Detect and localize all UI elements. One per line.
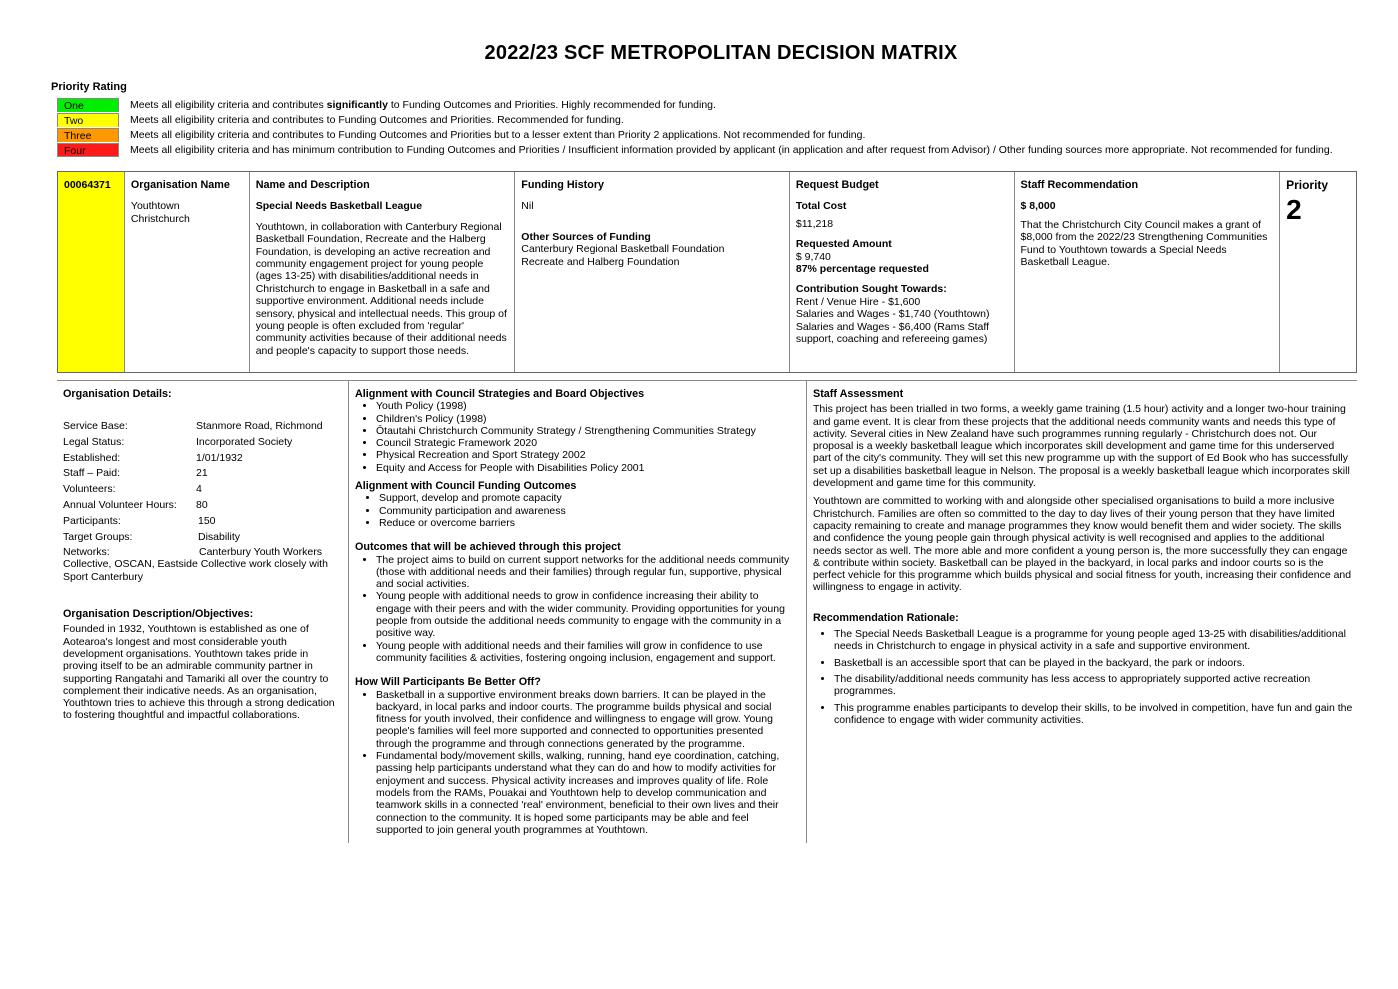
requested-amount-label: Requested Amount xyxy=(795,238,892,251)
outcome-item: • The project aims to build on current support networks for the additional needs community (those with additional needs and their families) through regular fun, supportive, physical and social activities. xyxy=(376,554,795,591)
priority-swatch: Three xyxy=(57,128,119,142)
priority-text: Meets all eligibility criteria and contributes to Funding Outcomes and Priorities. Recommended for funding. xyxy=(130,113,624,126)
other-source-1: Canterbury Regional Basketball Foundation xyxy=(521,243,725,256)
contribution-item: Salaries and Wages - $6,400 (Rams Staff support, coaching and refereeing games) xyxy=(795,320,990,346)
rationale-item: • The disability/additional needs community has less access to appropriately supported active recreation programmes. xyxy=(834,673,1353,698)
field-value: Stanmore Road, Richmond xyxy=(196,420,323,433)
organisation-name: Youthtown Christchurch xyxy=(130,200,190,225)
priority-rating-row xyxy=(57,127,1333,142)
decision-matrix-row xyxy=(57,171,1357,373)
alignment-section xyxy=(355,388,795,836)
strategy-item: • Ōtautahi Christchurch Community Strategy / Strengthening Communities Strategy xyxy=(376,425,795,437)
priority-value: 2 xyxy=(1286,194,1302,226)
field-label: Service Base: xyxy=(63,420,128,433)
outcomes-list xyxy=(355,554,795,665)
staff-assessment-section xyxy=(813,388,1353,730)
priority-swatch: Two xyxy=(57,113,119,127)
staff-assessment-heading: Staff Assessment xyxy=(813,388,904,400)
staff-recommended-amount: $ 8,000 xyxy=(1020,200,1056,213)
rationale-item: • Basketball is an accessible sport that can be played in the backyard, the park or indoors. xyxy=(834,657,1353,669)
field-label: Target Groups: xyxy=(63,530,133,543)
other-source-2: Recreate and Halberg Foundation xyxy=(521,255,680,268)
assessment-paragraph: This project has been trialled in two forms, a weekly game training (1.5 hour) activity and a longer two-hour training and game event. It is clear from these projects that the additional needs community wants and needs this type of activity. Several cities in New Zealand have such programmes running regularly - Christchurch does not. Our proposal is a weekly basketball league which incorporates skill development and game time for this underserved part of the city's community. They will set this new programme up with the support of Ed Book who has successfully set up a disabilities basketball league in Nelson. The proposal is a weekly basketball league which incorporates skill development and game time for this community. xyxy=(813,403,1350,490)
field-label: Networks: xyxy=(63,546,110,559)
funding-outcomes-list xyxy=(355,492,795,529)
total-cost-label: Total Cost xyxy=(795,200,847,213)
rationale-item: • The Special Needs Basketball League is a programme for young people aged 13-25 with disabilities/additional needs in Christchurch to engage in physical activity in a safe and supportive environment. xyxy=(834,628,1353,653)
assessment-paragraph: Youthtown are committed to working with and alongside other specialised organisations to build a more inclusive Christchurch. Families are often so committed to the day to day lives of their young person that they have limited capacity remaining to create and manage programmes they know would benefit them and wider society. The skills and confidence the young people gain through physical activity is well recognised and applies to the additional needs sector as well. The more able and more confident a young person is, the more successfully they can engage & contribute within society. Basketball can be played in the backyard, in local parks and indoor courts so is the perfect vehicle for this programme which builds physical and social fitness for youth, increasing their confidence and willingness to engage in activity. xyxy=(813,495,1352,594)
strategies-list xyxy=(355,400,795,474)
requested-amount-value: $ 9,740 xyxy=(795,250,831,263)
priority-text: Meets all eligibility criteria and contributes to Funding Outcomes and Priorities but to a lesser extent than Priority 2 applications. Not recommended for funding. xyxy=(130,128,866,141)
organisation-details-heading: Organisation Details: xyxy=(63,388,172,400)
field-value: 80 xyxy=(196,499,208,512)
funding-outcomes-heading: Alignment with Council Funding Outcomes xyxy=(355,480,577,493)
funding-outcome-item: • Reduce or overcome barriers xyxy=(379,517,795,529)
organisation-description-text: Founded in 1932, Youthtown is established as one of Aotearoa's longest and most considerable youth development organisations. Youthtown takes pride in proving itself to be an admirable community partner in supporting Rangatahi and Tamariki all over the country to complement their indicative needs. As an organisation, Youthtown tries to achieve this through a strong dedication to fostering thoughtful and impactful collaborations. xyxy=(63,623,335,722)
org-field-row xyxy=(63,450,341,466)
priority-description xyxy=(130,99,716,111)
better-off-list xyxy=(355,689,795,837)
request-budget-column xyxy=(790,172,1015,372)
priority-text-bold: significantly xyxy=(326,98,388,111)
priority-text: to Funding Outcomes and Priorities. Highly recommended for funding. xyxy=(387,98,716,111)
field-label: Legal Status: xyxy=(63,435,125,448)
contribution-label: Contribution Sought Towards: xyxy=(795,283,947,296)
project-name: Special Needs Basketball League xyxy=(255,200,423,213)
priority-swatch: One xyxy=(57,98,119,112)
field-value: 21 xyxy=(196,467,208,480)
org-field-row xyxy=(63,513,341,529)
field-value: Incorporated Society xyxy=(196,435,293,448)
priority-description xyxy=(130,114,624,126)
percentage-requested: 87% percentage requested xyxy=(795,263,929,276)
other-sources-header: Other Sources of Funding xyxy=(521,230,651,243)
rationale-list xyxy=(813,628,1353,726)
org-field-row xyxy=(63,481,341,497)
outcome-item: • Young people with additional needs to grow in confidence increasing their ability to engage with their peers and with the wider community. Providing opportunities for young people from outside the additional needs community to engage with the community in a positive way. xyxy=(376,590,795,639)
better-off-item: • Fundamental body/movement skills, walking, running, hand eye coordination, catching, passing help participants understand what they can do and how to modify activities for enjoyment and success. Physical activity increases and improves quality of life. Role models from the RAMs, Pouakai and Youthtown help to develop communication and teamwork skills in a connected 'real' environment, beneficial to their own lives and their connection to the community. It is hoped some participants may be able and feel supported to join general youth programmes at Youthtown. xyxy=(376,750,795,836)
better-off-item: • Basketball in a supportive environment breaks down barriers. It can be played in the backyard, in local parks and indoor courts. The programme builds physical and social fitness for youth involved, their confidence and willingness to engage will grow. Young people's families will feel more supported and connected to opportunities presented through the programme and through connections generated by the programme. xyxy=(376,689,795,750)
strategy-item: • Physical Recreation and Sport Strategy 2002 xyxy=(376,449,795,461)
org-field-row xyxy=(63,434,341,450)
page-title: 2022/23 SCF METROPOLITAN DECISION MATRIX xyxy=(484,42,958,64)
outcomes-heading: Outcomes that will be achieved through this project xyxy=(355,541,621,554)
better-off-heading: How Will Participants Be Better Off? xyxy=(355,676,541,689)
organisation-description-heading: Organisation Description/Objectives: xyxy=(63,608,254,621)
field-label: Annual Volunteer Hours: xyxy=(63,499,177,512)
strategy-item: • Youth Policy (1998) xyxy=(376,400,795,412)
funding-history-header: Funding History xyxy=(521,179,605,191)
priority-description xyxy=(130,144,1333,156)
priority-swatch: Four xyxy=(57,143,119,157)
project-description: Youthtown, in collaboration with Canterbury Regional Basketball Foundation, Recreate and the Halberg Foundation, is developing an active recreation and community engagement project for young people (ages 13-25) with disabilities/additional needs in Christchurch to engage in Basketball in a safe and supportive environment. Additional needs include sensory, physical and intellectual needs. This group of young people is often excluded from 'regular' community activities because of their additional needs and people's capacity to support those needs. xyxy=(255,220,507,357)
priority-header: Priority xyxy=(1286,178,1329,192)
application-id: 00064371 xyxy=(58,172,125,372)
field-value: 1/01/1932 xyxy=(196,451,243,464)
priority-text: Meets all eligibility criteria and has minimum contribution to Funding Outcomes and Priorities / Insufficient information provided by applicant (in application and after request from Advisor) / Other funding sources more appropriate. Not recommended for funding. xyxy=(130,143,1333,156)
name-description-column xyxy=(250,172,516,372)
field-label: Established: xyxy=(63,451,121,464)
org-field-row xyxy=(63,497,341,513)
request-budget-header: Request Budget xyxy=(795,179,879,191)
funding-history-column xyxy=(515,172,790,372)
column-divider xyxy=(806,381,807,843)
networks-continued: Collective, OSCAN, Eastside Collective work closely with Sport Canterbury xyxy=(63,558,328,583)
total-cost-value: $11,218 xyxy=(795,217,834,230)
section-divider xyxy=(57,380,1357,381)
organisation-details-section xyxy=(63,388,341,722)
contribution-item: Rent / Venue Hire - $1,600 xyxy=(795,295,921,308)
column-divider xyxy=(348,381,349,843)
funding-history-value: Nil xyxy=(521,200,534,213)
field-value: 150 xyxy=(198,514,216,527)
rationale-heading: Recommendation Rationale: xyxy=(813,611,959,624)
funding-outcome-item: • Community participation and awareness xyxy=(379,505,795,517)
field-label: Volunteers: xyxy=(63,483,116,496)
priority-rating-row xyxy=(57,142,1333,157)
priority-text: Meets all eligibility criteria and contributes xyxy=(130,98,327,111)
organisation-column xyxy=(125,172,250,372)
organisation-header: Organisation Name xyxy=(130,179,230,191)
field-label: Staff – Paid: xyxy=(63,467,121,480)
priority-rating-row xyxy=(57,97,1333,112)
org-field-row xyxy=(63,529,341,545)
funding-outcome-item: • Support, develop and promote capacity xyxy=(379,492,795,504)
strategy-item: • Children's Policy (1998) xyxy=(376,413,795,425)
field-label: Participants: xyxy=(63,514,121,527)
field-value: 4 xyxy=(196,483,202,496)
strategies-heading: Alignment with Council Strategies and Board Objectives xyxy=(355,388,645,400)
name-description-header: Name and Description xyxy=(255,179,370,191)
org-field-row xyxy=(63,418,341,434)
priority-description xyxy=(130,129,865,141)
staff-recommendation-text: That the Christchurch City Council makes a grant of $8,000 from the 2022/23 Strengthening Communities Fund to Youthtown towards a Special Needs Basketball League. xyxy=(1020,218,1268,269)
contribution-item: Salaries and Wages - $1,740 (Youthtown) xyxy=(795,308,990,321)
priority-column xyxy=(1280,172,1356,372)
strategy-item: • Equity and Access for People with Disabilities Policy 2001 xyxy=(376,462,795,474)
priority-rating-heading: Priority Rating xyxy=(51,81,127,93)
staff-recommendation-column xyxy=(1015,172,1281,372)
priority-rating-legend xyxy=(57,97,1333,157)
field-value: Canterbury Youth Workers xyxy=(199,546,322,559)
rationale-item: • This programme enables participants to develop their skills, to be involved in competition, have fun and gain the confidence to engage with wider community activities. xyxy=(834,702,1353,727)
priority-rating-row xyxy=(57,112,1333,127)
org-field-row xyxy=(63,466,341,482)
staff-recommendation-header: Staff Recommendation xyxy=(1020,179,1139,191)
outcome-item: • Young people with additional needs and their families will grow in confidence to use community facilities & activities, fostering ongoing inclusion, engagement and support. xyxy=(376,640,795,665)
strategy-item: • Council Strategic Framework 2020 xyxy=(376,437,795,449)
field-value: Disability xyxy=(198,530,241,543)
